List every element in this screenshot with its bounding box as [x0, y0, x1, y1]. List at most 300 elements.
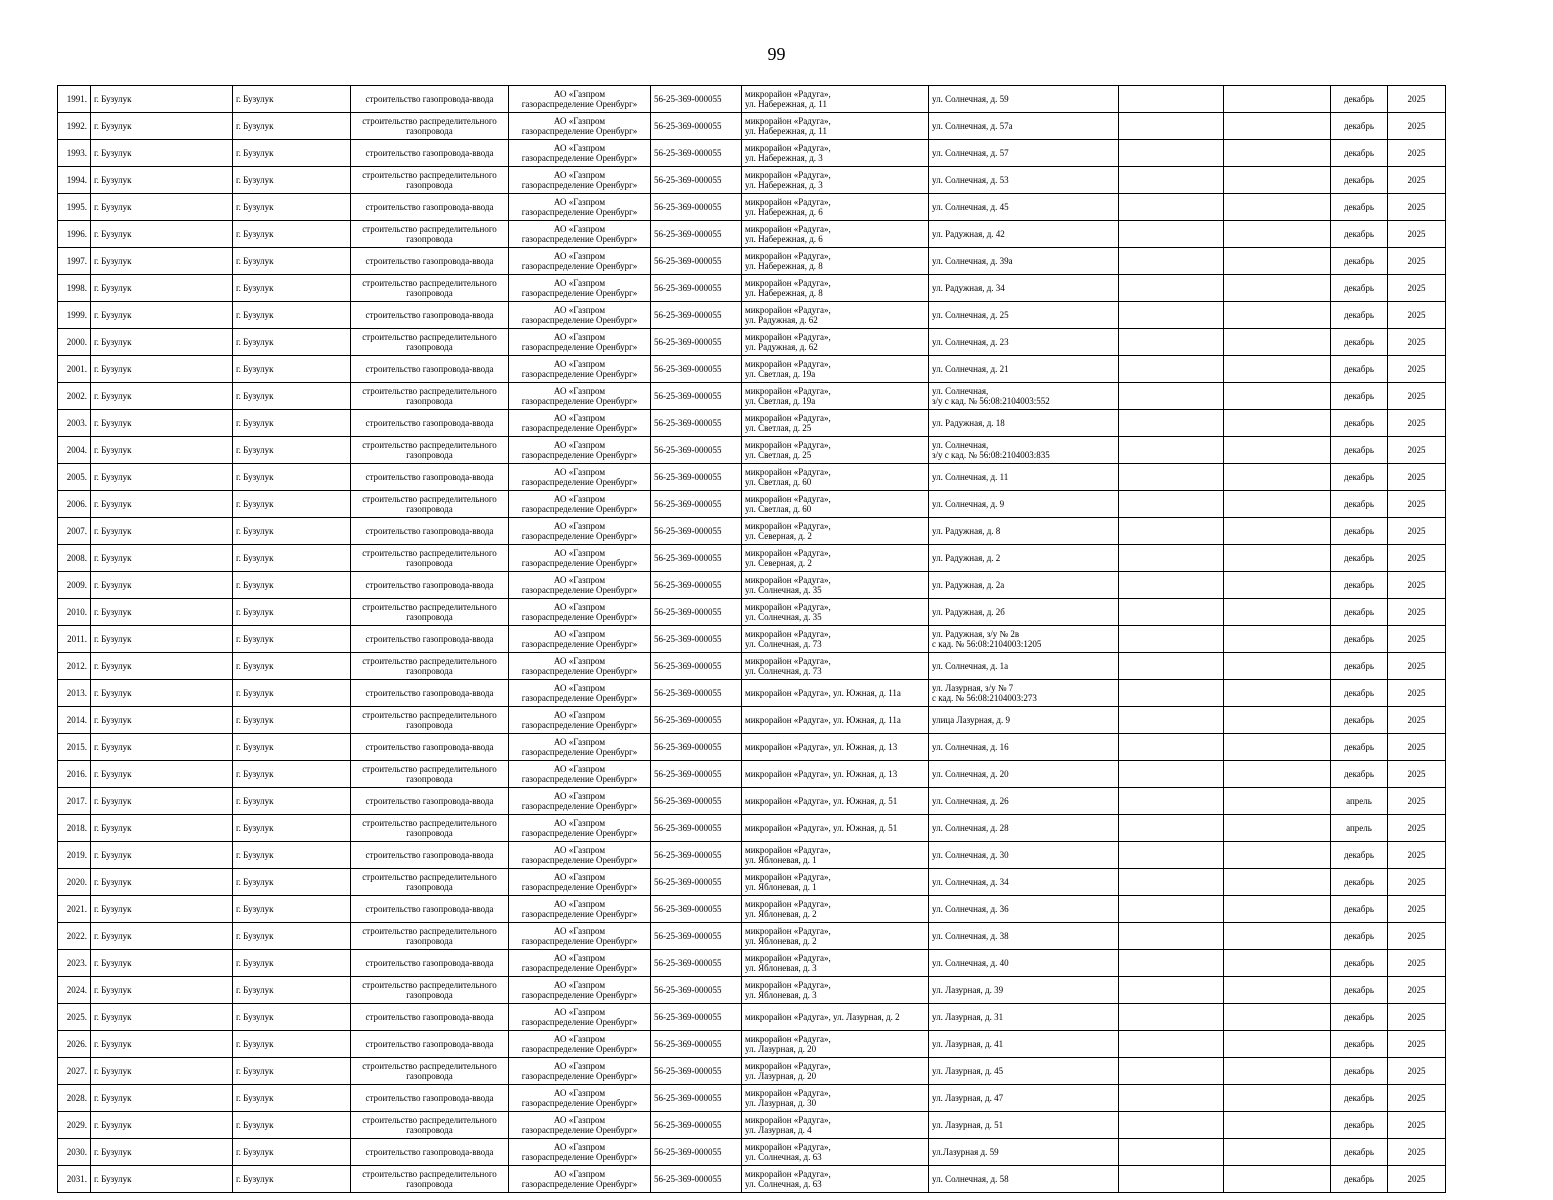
- connection-point-cell-line: микрорайон «Радуга», ул. Южная, д. 13: [745, 742, 898, 752]
- month-cell: декабрь: [1331, 275, 1388, 302]
- network-code-cell: 56-25-369-000055: [651, 626, 742, 653]
- month-cell: декабрь: [1331, 653, 1388, 680]
- work-type-cell-line: строительство распределительного: [362, 1115, 497, 1125]
- network-code-cell: 56-25-369-000055: [651, 275, 742, 302]
- network-code-cell: 56-25-369-000055: [651, 329, 742, 356]
- object-address-cell: [929, 734, 1119, 761]
- table-row: [58, 1004, 1446, 1031]
- district-cell: г. Бузулук: [91, 1004, 233, 1031]
- empty-cell: [1119, 545, 1224, 572]
- connection-point-cell-line: ул. Северная, д. 2: [745, 531, 812, 541]
- year-cell: 2025: [1388, 707, 1446, 734]
- empty-cell: [1224, 1166, 1331, 1193]
- object-address-cell: [929, 1139, 1119, 1166]
- work-type-cell-line: газопровода: [406, 288, 453, 298]
- network-code-cell: 56-25-369-000055: [651, 248, 742, 275]
- organization-cell: [509, 1085, 651, 1112]
- year-cell: 2025: [1388, 167, 1446, 194]
- empty-cell: [1119, 869, 1224, 896]
- table-row: [58, 1166, 1446, 1193]
- month-cell: декабрь: [1331, 383, 1388, 410]
- connection-point-cell-line: микрорайон «Радуга»,: [745, 1088, 831, 1098]
- empty-cell: [1119, 788, 1224, 815]
- organization-cell-line: газораспределение Оренбург»: [521, 963, 638, 973]
- row-number: 2005.: [58, 464, 91, 491]
- object-address-cell: [929, 1166, 1119, 1193]
- district-cell: г. Бузулук: [91, 518, 233, 545]
- work-type-cell: [351, 275, 509, 302]
- object-address-cell-line: ул. Лазурная, д. 51: [932, 1120, 1004, 1130]
- connection-point-cell: [742, 140, 929, 167]
- empty-cell: [1119, 1031, 1224, 1058]
- work-type-cell: [351, 1058, 509, 1085]
- year-cell: 2025: [1388, 113, 1446, 140]
- object-address-cell-line: з/у с кад. № 56:08:2104003:552: [932, 396, 1050, 406]
- year-cell: 2025: [1388, 518, 1446, 545]
- empty-cell: [1224, 545, 1331, 572]
- settlement-cell: г. Бузулук: [233, 383, 351, 410]
- settlement-cell: г. Бузулук: [233, 950, 351, 977]
- work-type-cell: [351, 653, 509, 680]
- connection-point-cell: [742, 923, 929, 950]
- settlement-cell: г. Бузулук: [233, 437, 351, 464]
- month-cell: декабрь: [1331, 1085, 1388, 1112]
- connection-point-cell-line: микрорайон «Радуга»,: [745, 521, 831, 531]
- connection-point-cell-line: ул. Солнечная, д. 63: [745, 1152, 822, 1162]
- organization-cell-line: газораспределение Оренбург»: [521, 261, 638, 271]
- district-cell: г. Бузулук: [91, 194, 233, 221]
- object-address-cell: [929, 680, 1119, 707]
- year-cell: 2025: [1388, 653, 1446, 680]
- empty-cell: [1119, 599, 1224, 626]
- work-type-cell-line: строительство распределительного: [362, 494, 497, 504]
- settlement-cell: г. Бузулук: [233, 1112, 351, 1139]
- connection-point-cell-line: ул. Светлая, д. 19а: [745, 369, 816, 379]
- work-type-cell: [351, 194, 509, 221]
- settlement-cell: г. Бузулук: [233, 599, 351, 626]
- work-type-cell-line: газопровода: [406, 1125, 453, 1135]
- year-cell: 2025: [1388, 815, 1446, 842]
- year-cell: 2025: [1388, 248, 1446, 275]
- work-type-cell-line: строительство газопровода-ввода: [365, 1093, 494, 1103]
- object-address-cell-line: ул. Солнечная, д. 21: [932, 364, 1009, 374]
- row-number: 2002.: [58, 383, 91, 410]
- organization-cell-line: газораспределение Оренбург»: [521, 315, 638, 325]
- district-cell: г. Бузулук: [91, 653, 233, 680]
- connection-point-cell-line: микрорайон «Радуга»,: [745, 845, 831, 855]
- connection-point-cell-line: микрорайон «Радуга»,: [745, 359, 831, 369]
- object-address-cell-line: ул. Лазурная, д. 31: [932, 1012, 1004, 1022]
- year-cell: 2025: [1388, 221, 1446, 248]
- table-row: [58, 842, 1446, 869]
- work-type-cell-line: строительство газопровода-ввода: [365, 256, 494, 266]
- connection-point-cell: [742, 167, 929, 194]
- empty-cell: [1224, 464, 1331, 491]
- empty-cell: [1224, 329, 1331, 356]
- connection-point-cell-line: ул. Набережная, д. 3: [745, 153, 823, 163]
- object-address-cell-line: ул. Солнечная, д. 26: [932, 796, 1009, 806]
- year-cell: 2025: [1388, 1058, 1446, 1085]
- organization-cell: [509, 1058, 651, 1085]
- work-type-cell: [351, 923, 509, 950]
- organization-cell: [509, 1112, 651, 1139]
- work-type-cell: [351, 761, 509, 788]
- organization-cell-line: АО «Газпром: [553, 710, 606, 720]
- work-type-cell-line: строительство газопровода-ввода: [365, 148, 494, 158]
- month-cell: декабрь: [1331, 356, 1388, 383]
- district-cell: г. Бузулук: [91, 329, 233, 356]
- empty-cell: [1224, 869, 1331, 896]
- settlement-cell: г. Бузулук: [233, 275, 351, 302]
- empty-cell: [1119, 653, 1224, 680]
- empty-cell: [1224, 977, 1331, 1004]
- organization-cell-line: газораспределение Оренбург»: [521, 1071, 638, 1081]
- organization-cell-line: АО «Газпром: [553, 953, 606, 963]
- network-code-cell: 56-25-369-000055: [651, 464, 742, 491]
- organization-cell-line: газораспределение Оренбург»: [521, 693, 638, 703]
- table-row: [58, 491, 1446, 518]
- month-cell: декабрь: [1331, 248, 1388, 275]
- district-cell: г. Бузулук: [91, 221, 233, 248]
- organization-cell: [509, 1139, 651, 1166]
- work-type-cell: [351, 410, 509, 437]
- organization-cell-line: газораспределение Оренбург»: [521, 828, 638, 838]
- work-type-cell-line: строительство распределительного: [362, 764, 497, 774]
- empty-cell: [1224, 572, 1331, 599]
- organization-cell: [509, 950, 651, 977]
- organization-cell-line: газораспределение Оренбург»: [521, 909, 638, 919]
- network-code-cell: 56-25-369-000055: [651, 734, 742, 761]
- empty-cell: [1224, 653, 1331, 680]
- table-row: [58, 653, 1446, 680]
- month-cell: декабрь: [1331, 194, 1388, 221]
- year-cell: 2025: [1388, 410, 1446, 437]
- organization-cell-line: газораспределение Оренбург»: [521, 342, 638, 352]
- work-type-cell: [351, 1004, 509, 1031]
- object-address-cell: [929, 437, 1119, 464]
- work-type-cell-line: строительство распределительного: [362, 116, 497, 126]
- year-cell: 2025: [1388, 788, 1446, 815]
- settlement-cell: г. Бузулук: [233, 707, 351, 734]
- organization-cell-line: газораспределение Оренбург»: [521, 369, 638, 379]
- empty-cell: [1224, 815, 1331, 842]
- settlement-cell: г. Бузулук: [233, 734, 351, 761]
- work-type-cell-line: газопровода: [406, 396, 453, 406]
- connection-point-cell-line: микрорайон «Радуга»,: [745, 953, 831, 963]
- object-address-cell: [929, 599, 1119, 626]
- organization-cell-line: газораспределение Оренбург»: [521, 1179, 638, 1189]
- network-code-cell: 56-25-369-000055: [651, 383, 742, 410]
- month-cell: декабрь: [1331, 923, 1388, 950]
- table-row: [58, 896, 1446, 923]
- table-row: [58, 626, 1446, 653]
- empty-cell: [1224, 437, 1331, 464]
- organization-cell: [509, 734, 651, 761]
- table-row: [58, 1112, 1446, 1139]
- organization-cell-line: газораспределение Оренбург»: [521, 720, 638, 730]
- empty-cell: [1119, 167, 1224, 194]
- network-code-cell: 56-25-369-000055: [651, 167, 742, 194]
- work-type-cell: [351, 626, 509, 653]
- organization-cell-line: АО «Газпром: [553, 818, 606, 828]
- month-cell: декабрь: [1331, 977, 1388, 1004]
- network-code-cell: 56-25-369-000055: [651, 923, 742, 950]
- month-cell: декабрь: [1331, 167, 1388, 194]
- work-type-cell: [351, 356, 509, 383]
- settlement-cell: г. Бузулук: [233, 1085, 351, 1112]
- year-cell: 2025: [1388, 329, 1446, 356]
- object-address-cell: [929, 761, 1119, 788]
- connection-point-cell: [742, 950, 929, 977]
- empty-cell: [1119, 977, 1224, 1004]
- connection-point-cell-line: микрорайон «Радуга»,: [745, 143, 831, 153]
- connection-point-cell-line: микрорайон «Радуга»,: [745, 629, 831, 639]
- empty-cell: [1119, 275, 1224, 302]
- connection-point-cell-line: микрорайон «Радуга»,: [745, 251, 831, 261]
- settlement-cell: г. Бузулук: [233, 518, 351, 545]
- district-cell: г. Бузулук: [91, 869, 233, 896]
- network-code-cell: 56-25-369-000055: [651, 1166, 742, 1193]
- organization-cell: [509, 896, 651, 923]
- empty-cell: [1119, 1085, 1224, 1112]
- year-cell: 2025: [1388, 977, 1446, 1004]
- object-address-cell-line: ул. Радужная, з/у № 2в: [932, 629, 1020, 639]
- work-type-cell: [351, 815, 509, 842]
- object-address-cell: [929, 113, 1119, 140]
- page-number: 99: [767, 44, 786, 64]
- object-address-cell: [929, 788, 1119, 815]
- work-type-cell-line: строительство распределительного: [362, 1061, 497, 1071]
- network-code-cell: 56-25-369-000055: [651, 194, 742, 221]
- work-type-cell-line: строительство газопровода-ввода: [365, 1012, 494, 1022]
- connection-point-cell-line: микрорайон «Радуга»,: [745, 386, 831, 396]
- work-type-cell: [351, 896, 509, 923]
- connection-point-cell-line: ул. Северная, д. 2: [745, 558, 812, 568]
- object-address-cell: [929, 140, 1119, 167]
- object-address-cell-line: ул. Солнечная, д. 38: [932, 931, 1009, 941]
- organization-cell: [509, 464, 651, 491]
- work-type-cell-line: газопровода: [406, 1071, 453, 1081]
- row-number: 1991.: [58, 86, 91, 113]
- month-cell: декабрь: [1331, 869, 1388, 896]
- empty-cell: [1224, 410, 1331, 437]
- month-cell: декабрь: [1331, 1139, 1388, 1166]
- district-cell: г. Бузулук: [91, 1085, 233, 1112]
- district-cell: г. Бузулук: [91, 275, 233, 302]
- work-type-cell-line: строительство распределительного: [362, 710, 497, 720]
- work-type-cell: [351, 383, 509, 410]
- district-cell: г. Бузулук: [91, 1166, 233, 1193]
- object-address-cell: [929, 491, 1119, 518]
- work-type-cell-line: строительство газопровода-ввода: [365, 310, 494, 320]
- object-address-cell: [929, 1112, 1119, 1139]
- organization-cell-line: АО «Газпром: [553, 683, 606, 693]
- object-address-cell-line: ул. Солнечная, д. 11: [932, 472, 1009, 482]
- table-row: [58, 761, 1446, 788]
- table-row: [58, 194, 1446, 221]
- object-address-cell-line: ул. Радужная, д. 2: [932, 553, 1001, 563]
- month-cell: декабрь: [1331, 1166, 1388, 1193]
- connection-point-cell-line: микрорайон «Радуга»,: [745, 116, 831, 126]
- organization-cell-line: газораспределение Оренбург»: [521, 504, 638, 514]
- work-type-cell-line: строительство распределительного: [362, 440, 497, 450]
- table-row: [58, 329, 1446, 356]
- object-address-cell: [929, 842, 1119, 869]
- connection-point-cell-line: ул. Набережная, д. 11: [745, 99, 827, 109]
- connection-point-cell-line: ул. Лазурная, д. 20: [745, 1071, 817, 1081]
- settlement-cell: г. Бузулук: [233, 113, 351, 140]
- settlement-cell: г. Бузулук: [233, 410, 351, 437]
- row-number: 2019.: [58, 842, 91, 869]
- work-type-cell: [351, 518, 509, 545]
- settlement-cell: г. Бузулук: [233, 1058, 351, 1085]
- organization-cell: [509, 1166, 651, 1193]
- object-address-cell-line: ул. Радужная, д. 8: [932, 526, 1001, 536]
- organization-cell-line: АО «Газпром: [553, 899, 606, 909]
- network-code-cell: 56-25-369-000055: [651, 572, 742, 599]
- work-type-cell: [351, 86, 509, 113]
- organization-cell-line: АО «Газпром: [553, 980, 606, 990]
- work-type-cell: [351, 113, 509, 140]
- organization-cell-line: газораспределение Оренбург»: [521, 207, 638, 217]
- district-cell: г. Бузулук: [91, 896, 233, 923]
- gasification-table: [57, 85, 1446, 1193]
- work-type-cell: [351, 869, 509, 896]
- connection-point-cell: [742, 437, 929, 464]
- connection-point-cell: [742, 113, 929, 140]
- organization-cell-line: газораспределение Оренбург»: [521, 234, 638, 244]
- organization-cell-line: АО «Газпром: [553, 305, 606, 315]
- connection-point-cell: [742, 518, 929, 545]
- object-address-cell-line: ул. Радужная, д. 18: [932, 418, 1005, 428]
- work-type-cell-line: газопровода: [406, 504, 453, 514]
- object-address-cell-line: ул. Радужная, д. 2а: [932, 580, 1005, 590]
- empty-cell: [1119, 464, 1224, 491]
- district-cell: г. Бузулук: [91, 383, 233, 410]
- network-code-cell: 56-25-369-000055: [651, 977, 742, 1004]
- work-type-cell-line: строительство газопровода-ввода: [365, 526, 494, 536]
- table-body: [58, 86, 1446, 1193]
- year-cell: 2025: [1388, 842, 1446, 869]
- connection-point-cell-line: ул. Яблоневая, д. 1: [745, 855, 817, 865]
- empty-cell: [1119, 1058, 1224, 1085]
- table-row: [58, 1139, 1446, 1166]
- object-address-cell-line: ул. Солнечная, д. 58: [932, 1174, 1009, 1184]
- connection-point-cell-line: ул. Яблоневая, д. 1: [745, 882, 817, 892]
- empty-cell: [1119, 356, 1224, 383]
- object-address-cell-line: с кад. № 56:08:2104003:1205: [932, 639, 1042, 649]
- district-cell: г. Бузулук: [91, 950, 233, 977]
- connection-point-cell-line: микрорайон «Радуга», ул. Южная, д. 11а: [745, 715, 901, 725]
- row-number: 2030.: [58, 1139, 91, 1166]
- table-row: [58, 221, 1446, 248]
- district-cell: г. Бузулук: [91, 788, 233, 815]
- connection-point-cell: [742, 680, 929, 707]
- row-number: 1995.: [58, 194, 91, 221]
- object-address-cell: [929, 869, 1119, 896]
- month-cell: декабрь: [1331, 221, 1388, 248]
- organization-cell-line: газораспределение Оренбург»: [521, 990, 638, 1000]
- row-number: 2018.: [58, 815, 91, 842]
- connection-point-cell-line: ул. Солнечная, д. 63: [745, 1179, 822, 1189]
- work-type-cell: [351, 842, 509, 869]
- work-type-cell-line: газопровода: [406, 774, 453, 784]
- connection-point-cell-line: микрорайон «Радуга»,: [745, 197, 831, 207]
- connection-point-cell-line: микрорайон «Радуга»,: [745, 224, 831, 234]
- settlement-cell: г. Бузулук: [233, 1031, 351, 1058]
- settlement-cell: г. Бузулук: [233, 1004, 351, 1031]
- row-number: 2007.: [58, 518, 91, 545]
- object-address-cell: [929, 167, 1119, 194]
- object-address-cell: [929, 410, 1119, 437]
- settlement-cell: г. Бузулук: [233, 167, 351, 194]
- work-type-cell: [351, 788, 509, 815]
- year-cell: 2025: [1388, 896, 1446, 923]
- work-type-cell: [351, 707, 509, 734]
- organization-cell-line: газораспределение Оренбург»: [521, 180, 638, 190]
- connection-point-cell-line: ул. Набережная, д. 3: [745, 180, 823, 190]
- empty-cell: [1224, 923, 1331, 950]
- work-type-cell-line: строительство газопровода-ввода: [365, 1039, 494, 1049]
- object-address-cell: [929, 302, 1119, 329]
- organization-cell-line: газораспределение Оренбург»: [521, 288, 638, 298]
- object-address-cell: [929, 977, 1119, 1004]
- object-address-cell-line: с кад. № 56:08:2104003:273: [932, 693, 1037, 703]
- settlement-cell: г. Бузулук: [233, 653, 351, 680]
- connection-point-cell: [742, 248, 929, 275]
- object-address-cell-line: ул. Солнечная, д. 36: [932, 904, 1009, 914]
- object-address-cell-line: ул. Солнечная, д. 39а: [932, 256, 1013, 266]
- district-cell: г. Бузулук: [91, 761, 233, 788]
- row-number: 2029.: [58, 1112, 91, 1139]
- year-cell: 2025: [1388, 761, 1446, 788]
- work-type-cell: [351, 167, 509, 194]
- table-row: [58, 788, 1446, 815]
- work-type-cell-line: газопровода: [406, 666, 453, 676]
- organization-cell-line: АО «Газпром: [553, 116, 606, 126]
- connection-point-cell-line: микрорайон «Радуга»,: [745, 602, 831, 612]
- object-address-cell: [929, 1058, 1119, 1085]
- object-address-cell: [929, 1004, 1119, 1031]
- organization-cell-line: АО «Газпром: [553, 1061, 606, 1071]
- organization-cell-line: АО «Газпром: [553, 764, 606, 774]
- connection-point-cell-line: микрорайон «Радуга»,: [745, 980, 831, 990]
- organization-cell-line: газораспределение Оренбург»: [521, 612, 638, 622]
- connection-point-cell-line: микрорайон «Радуга», ул. Южная, д. 51: [745, 796, 898, 806]
- settlement-cell: г. Бузулук: [233, 1139, 351, 1166]
- empty-cell: [1119, 842, 1224, 869]
- empty-cell: [1224, 1112, 1331, 1139]
- work-type-cell-line: строительство газопровода-ввода: [365, 472, 494, 482]
- connection-point-cell: [742, 1166, 929, 1193]
- month-cell: декабрь: [1331, 734, 1388, 761]
- connection-point-cell: [742, 1112, 929, 1139]
- connection-point-cell: [742, 1139, 929, 1166]
- district-cell: г. Бузулук: [91, 923, 233, 950]
- work-type-cell: [351, 680, 509, 707]
- connection-point-cell-line: микрорайон «Радуга»,: [745, 332, 831, 342]
- connection-point-cell: [742, 221, 929, 248]
- month-cell: декабрь: [1331, 437, 1388, 464]
- object-address-cell-line: ул. Солнечная, д. 23: [932, 337, 1009, 347]
- row-number: 2003.: [58, 410, 91, 437]
- work-type-cell: [351, 1139, 509, 1166]
- table-row: [58, 86, 1446, 113]
- object-address-cell: [929, 1031, 1119, 1058]
- year-cell: 2025: [1388, 383, 1446, 410]
- object-address-cell: [929, 221, 1119, 248]
- empty-cell: [1224, 518, 1331, 545]
